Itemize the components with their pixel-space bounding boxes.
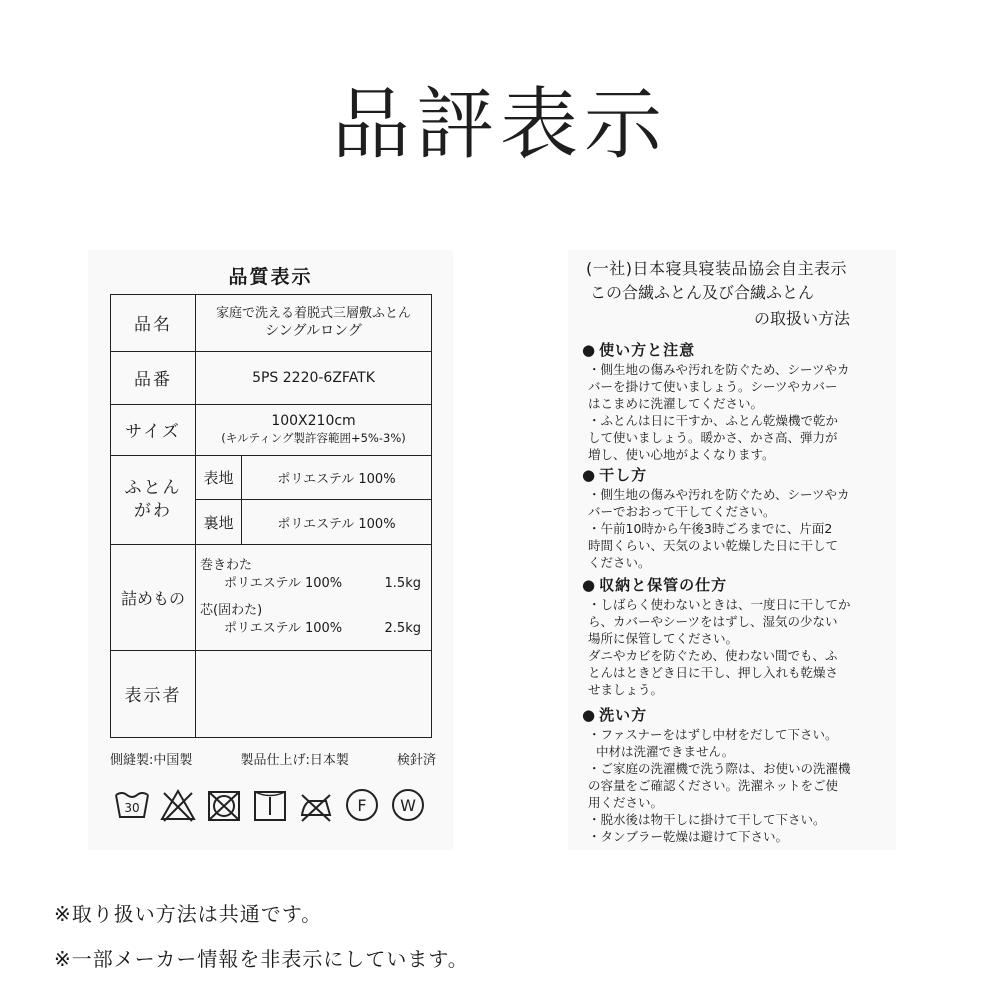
section-line: ・ふとんは日に干すか、ふとん乾燥機で乾か <box>588 412 839 428</box>
section-drying <box>582 465 886 572</box>
section-heading <box>582 705 886 725</box>
filling-key: 詰めもの <box>111 544 196 650</box>
section-line: 場所に保管してください。 <box>588 631 739 646</box>
product-no-value: 5PS 2220-6ZFATK <box>196 351 432 404</box>
section-line: ・ご家庭の洗濯機で洗う際は、お使いの洗濯機 <box>588 761 851 776</box>
line-dry-icon <box>250 785 290 829</box>
filling2-material: ポリエステル 100% <box>224 620 343 636</box>
product-no-key: 品番 <box>111 351 196 404</box>
product-name-line1: 家庭で洗える着脱式三層敷ふとん <box>215 305 411 321</box>
section-line: ・側生地の傷みや汚れを防ぐため、シーツやカ <box>588 487 850 503</box>
section-line: 時間くらい、天気のよい乾燥した日に干して <box>588 537 839 553</box>
size-value <box>196 404 432 455</box>
section-line: ・側生地の傷みや汚れを防ぐため、シーツやカ <box>588 362 850 378</box>
section-heading-text: 収納と保管の仕方 <box>599 576 728 594</box>
quality-label-title: 品質表示 <box>228 266 313 288</box>
origin-finish: 製品仕上げ:日本製 <box>240 753 349 768</box>
quality-label <box>88 250 453 850</box>
labeler-key: 表示者 <box>111 650 196 737</box>
care-subtitle-2: の取扱い方法 <box>754 309 851 328</box>
section-heading-text: 干し方 <box>599 466 648 484</box>
size-text: 100X210cm <box>271 413 356 430</box>
wet-clean-w-icon <box>388 785 428 829</box>
care-subtitle-1: この合繊ふとん及び合繊ふとん <box>590 283 815 302</box>
cover-key-line2: がわ <box>134 500 172 521</box>
association-heading: (一社)日本寝具寝装品協会自主表示 <box>586 259 847 278</box>
note-info-hidden: ※一部メーカー情報を非表示にしています。 <box>54 947 469 971</box>
inner-fabric-key: 裏地 <box>196 500 242 545</box>
section-line: はこまめに洗濯してください。 <box>588 396 764 411</box>
no-iron-icon <box>296 785 336 829</box>
quality-table <box>110 294 432 738</box>
svg-text:30: 30 <box>124 801 140 815</box>
filling1-row <box>200 575 427 593</box>
table-row <box>111 544 432 650</box>
section-line: の容量をご確認ください。洗濯ネットをご使 <box>588 777 839 793</box>
svg-text:W: W <box>400 796 416 815</box>
section-heading <box>582 340 886 360</box>
no-tumble-dry-icon <box>204 785 244 829</box>
section-line: ・午前10時から午後3時ごろまでに、片面2 <box>588 521 833 536</box>
section-heading <box>582 575 886 595</box>
section-heading-text: 使い方と注意 <box>599 341 696 359</box>
dry-clean-f-icon <box>342 785 382 829</box>
section-line: ・しばらく使わないときは、一度日に干してか <box>588 597 851 613</box>
section-line: 用ください。 <box>588 794 664 810</box>
section-line: ・ファスナーをはずし中材をだして下さい。 <box>588 727 838 743</box>
table-row <box>111 455 432 500</box>
wash-30-icon <box>112 785 152 829</box>
section-line: ・脱水後は物干しに掛けて干して下さい。 <box>588 811 826 827</box>
section-line: バーを掛けて使いましょう。シーツやカバー <box>588 379 838 395</box>
outer-fabric-key: 表地 <box>196 455 242 500</box>
section-washing <box>582 705 886 845</box>
section-line: 増し、使い心地がよくなります。 <box>588 446 775 462</box>
section-line: とんはときどき日に干し、押し入れも乾燥さ <box>588 664 839 680</box>
note-care-common: ※取り扱い方法は共通です。 <box>54 902 323 926</box>
filling2-weight: 2.5kg <box>384 620 421 636</box>
filling-value <box>196 544 432 650</box>
filling1-material: ポリエステル 100% <box>224 575 343 591</box>
section-line: ください。 <box>588 554 651 570</box>
bullet-icon: ● <box>582 576 597 594</box>
table-row <box>111 351 432 404</box>
origin-line <box>110 749 436 768</box>
no-bleach-icon <box>158 785 198 829</box>
section-heading <box>582 465 886 485</box>
section-heading-text: 洗い方 <box>599 706 648 724</box>
product-name-value <box>196 295 432 352</box>
table-row <box>111 295 432 352</box>
needle-check: 検針済 <box>396 753 436 768</box>
page-title: 品評表示 <box>331 80 668 170</box>
bullet-icon: ● <box>582 466 597 484</box>
filling1-name: 巻きわた <box>200 558 253 574</box>
svg-text:F: F <box>357 796 367 815</box>
section-line: 中材は洗濯できません。 <box>596 744 735 760</box>
care-symbols <box>112 785 428 829</box>
outer-fabric-value: ポリエステル 100% <box>242 455 432 500</box>
section-line: ダニやカビを防ぐため、使わない間でも、ふ <box>588 647 838 663</box>
section-line: ら、カバーやシーツをはずし、湿気の少ない <box>588 614 838 630</box>
inner-fabric-value: ポリエステル 100% <box>242 500 432 545</box>
product-name-key: 品名 <box>111 295 196 352</box>
section-storage <box>582 575 886 699</box>
bullet-icon: ● <box>582 706 597 724</box>
care-instructions-label <box>568 250 896 850</box>
table-row <box>111 404 432 455</box>
size-key: サイズ <box>111 404 196 455</box>
filling2-row <box>200 620 427 638</box>
cover-key-line1: ふとん <box>124 477 182 498</box>
filling2-name: 芯(固わた) <box>200 603 263 619</box>
origin-sewing: 側縫製:中国製 <box>110 753 193 768</box>
filling1-weight: 1.5kg <box>384 575 421 591</box>
product-name-line2: シングルロング <box>265 323 362 340</box>
cover-key <box>111 455 196 544</box>
section-line: バーでおおって干してください。 <box>588 504 776 520</box>
table-row <box>111 650 432 737</box>
bullet-icon: ● <box>582 341 597 359</box>
size-note: (キルティング製許容範囲+5%-3%) <box>221 431 406 446</box>
labeler-value <box>196 650 432 737</box>
section-line: して使いましょう。暖かさ、かさ高、弾力が <box>588 429 838 445</box>
section-usage <box>582 340 886 464</box>
section-line: ・タンブラー乾燥は避けて下さい。 <box>588 828 789 844</box>
section-line: せましょう。 <box>588 681 664 697</box>
